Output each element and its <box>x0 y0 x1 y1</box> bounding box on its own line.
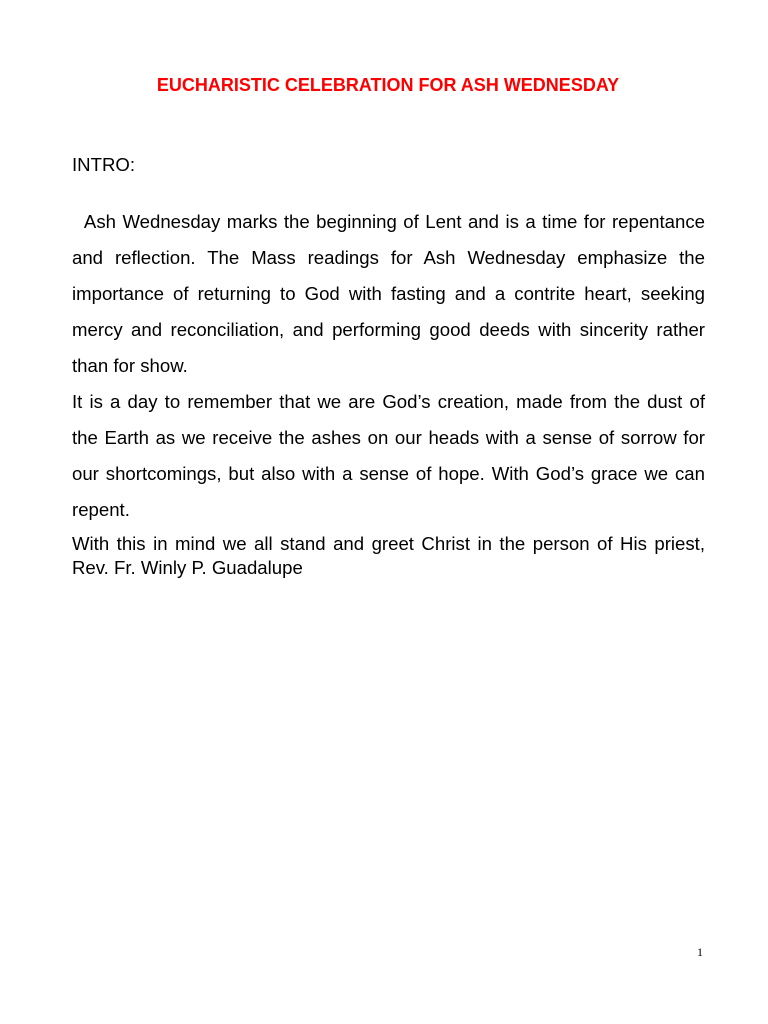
page-number: 1 <box>697 945 703 959</box>
document-title: EUCHARISTIC CELEBRATION FOR ASH WEDNESDAY <box>156 75 620 95</box>
paragraph-ash-wednesday-lent: Ash Wednesday marks the beginning of Lent and is a time for repentance and reflection. The Mass readings for Ash Wednesday emphasize the importance of returning to God with fasting and a contrite heart, seeking mercy and reconciliation, and performing good deeds with sincerity rather than for show. <box>72 211 705 376</box>
paragraph-gods-creation: It is a day to remember that we are God’s creation, made from the dust of the Earth as we receive the ashes on our heads with a sense of sorrow for our shortcomings, but also with a sense of hope. With God’s grace we can repent. <box>72 391 705 520</box>
paragraph-greet-priest: With this in mind we all stand and greet Christ in the person of His priest, Rev. Fr. Winly P. Guadalupe <box>72 533 705 578</box>
intro-heading: INTRO: <box>72 154 136 175</box>
body-text <box>72 204 705 580</box>
